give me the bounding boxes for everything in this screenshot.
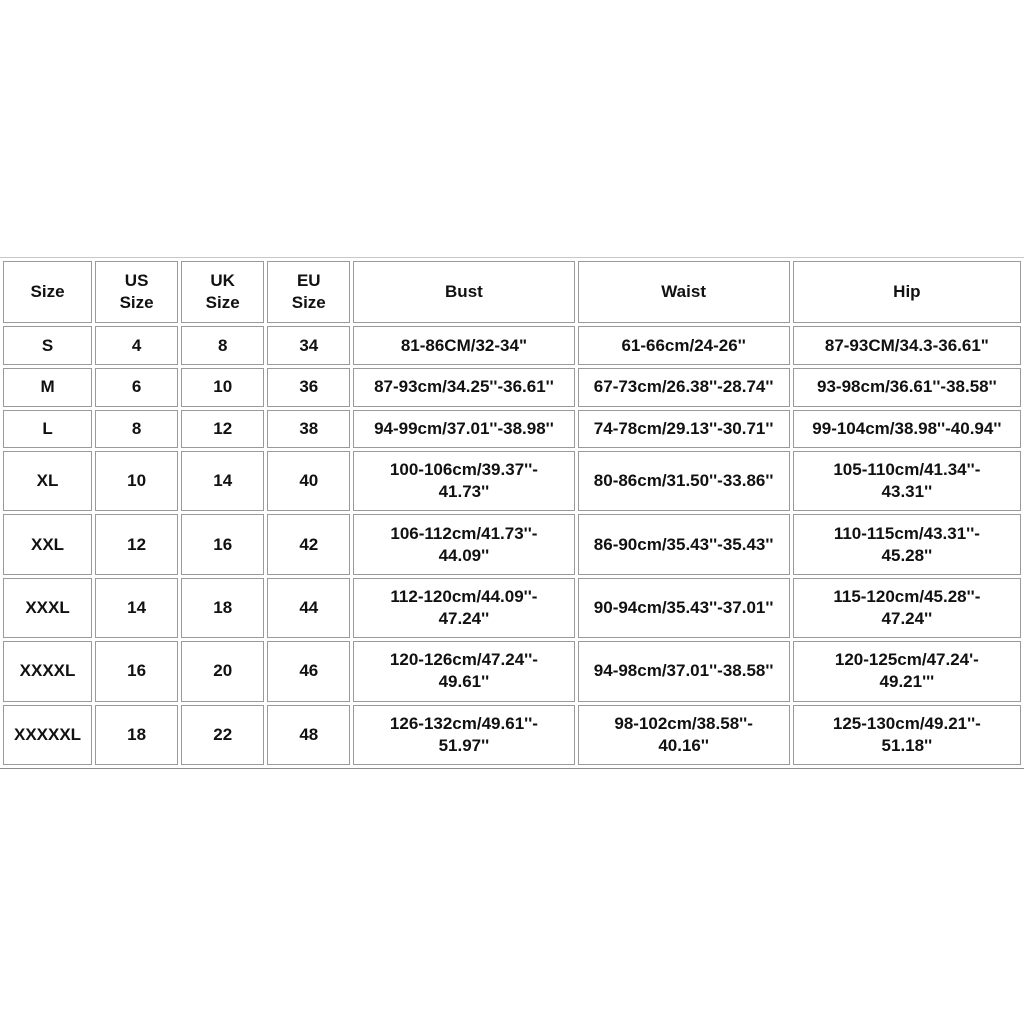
cell-eu-size: 38 — [267, 410, 350, 449]
cell-size: S — [3, 326, 92, 365]
cell-us-size: 12 — [95, 514, 178, 574]
cell-bust: 126-132cm/49.61''- 51.97'' — [353, 705, 574, 765]
table-row — [3, 451, 1021, 511]
cell-bust: 112-120cm/44.09''- 47.24'' — [353, 578, 574, 638]
table-row — [3, 410, 1021, 449]
cell-uk-size: 18 — [181, 578, 264, 638]
size-chart-table — [0, 258, 1024, 768]
cell-eu-size: 40 — [267, 451, 350, 511]
cell-us-size: 18 — [95, 705, 178, 765]
cell-us-size: 14 — [95, 578, 178, 638]
cell-bust: 81-86CM/32-34" — [353, 326, 574, 365]
cell-us-size: 16 — [95, 641, 178, 701]
cell-waist: 94-98cm/37.01''-38.58'' — [578, 641, 790, 701]
cell-us-size: 10 — [95, 451, 178, 511]
header-size: Size — [3, 261, 92, 323]
cell-uk-size: 20 — [181, 641, 264, 701]
cell-uk-size: 8 — [181, 326, 264, 365]
header-row — [3, 261, 1021, 323]
cell-hip: 110-115cm/43.31''- 45.28'' — [793, 514, 1021, 574]
cell-bust: 94-99cm/37.01''-38.98'' — [353, 410, 574, 449]
cell-size: XL — [3, 451, 92, 511]
cell-eu-size: 44 — [267, 578, 350, 638]
cell-uk-size: 16 — [181, 514, 264, 574]
header-uk-size: UK Size — [181, 261, 264, 323]
cell-bust: 100-106cm/39.37''- 41.73'' — [353, 451, 574, 511]
cell-us-size: 4 — [95, 326, 178, 365]
cell-uk-size: 12 — [181, 410, 264, 449]
table-row — [3, 578, 1021, 638]
cell-hip: 93-98cm/36.61''-38.58'' — [793, 368, 1021, 407]
cell-waist: 98-102cm/38.58''- 40.16'' — [578, 705, 790, 765]
cell-waist: 90-94cm/35.43''-37.01'' — [578, 578, 790, 638]
cell-size: L — [3, 410, 92, 449]
cell-hip: 99-104cm/38.98''-40.94'' — [793, 410, 1021, 449]
cell-eu-size: 34 — [267, 326, 350, 365]
cell-hip: 120-125cm/47.24'- 49.21''' — [793, 641, 1021, 701]
cell-us-size: 6 — [95, 368, 178, 407]
cell-bust: 87-93cm/34.25''-36.61'' — [353, 368, 574, 407]
cell-bust: 106-112cm/41.73''- 44.09'' — [353, 514, 574, 574]
header-hip: Hip — [793, 261, 1021, 323]
cell-uk-size: 10 — [181, 368, 264, 407]
cell-size: M — [3, 368, 92, 407]
cell-uk-size: 14 — [181, 451, 264, 511]
cell-uk-size: 22 — [181, 705, 264, 765]
cell-size: XXXXL — [3, 641, 92, 701]
cell-hip: 105-110cm/41.34''- 43.31'' — [793, 451, 1021, 511]
table-row — [3, 514, 1021, 574]
table-row — [3, 326, 1021, 365]
table-row — [3, 705, 1021, 765]
table-row — [3, 641, 1021, 701]
cell-hip: 115-120cm/45.28''- 47.24'' — [793, 578, 1021, 638]
cell-size: XXXXXL — [3, 705, 92, 765]
cell-waist: 86-90cm/35.43''-35.43'' — [578, 514, 790, 574]
header-waist: Waist — [578, 261, 790, 323]
cell-size: XXXL — [3, 578, 92, 638]
size-chart-container — [0, 257, 1024, 769]
table-row — [3, 368, 1021, 407]
header-us-size: US Size — [95, 261, 178, 323]
cell-eu-size: 46 — [267, 641, 350, 701]
cell-waist: 74-78cm/29.13''-30.71'' — [578, 410, 790, 449]
cell-waist: 67-73cm/26.38''-28.74'' — [578, 368, 790, 407]
cell-us-size: 8 — [95, 410, 178, 449]
cell-waist: 61-66cm/24-26'' — [578, 326, 790, 365]
cell-waist: 80-86cm/31.50''-33.86'' — [578, 451, 790, 511]
cell-hip: 125-130cm/49.21''- 51.18'' — [793, 705, 1021, 765]
cell-hip: 87-93CM/34.3-36.61" — [793, 326, 1021, 365]
cell-eu-size: 48 — [267, 705, 350, 765]
cell-size: XXL — [3, 514, 92, 574]
header-eu-size: EU Size — [267, 261, 350, 323]
cell-eu-size: 42 — [267, 514, 350, 574]
cell-bust: 120-126cm/47.24''- 49.61'' — [353, 641, 574, 701]
cell-eu-size: 36 — [267, 368, 350, 407]
header-bust: Bust — [353, 261, 574, 323]
